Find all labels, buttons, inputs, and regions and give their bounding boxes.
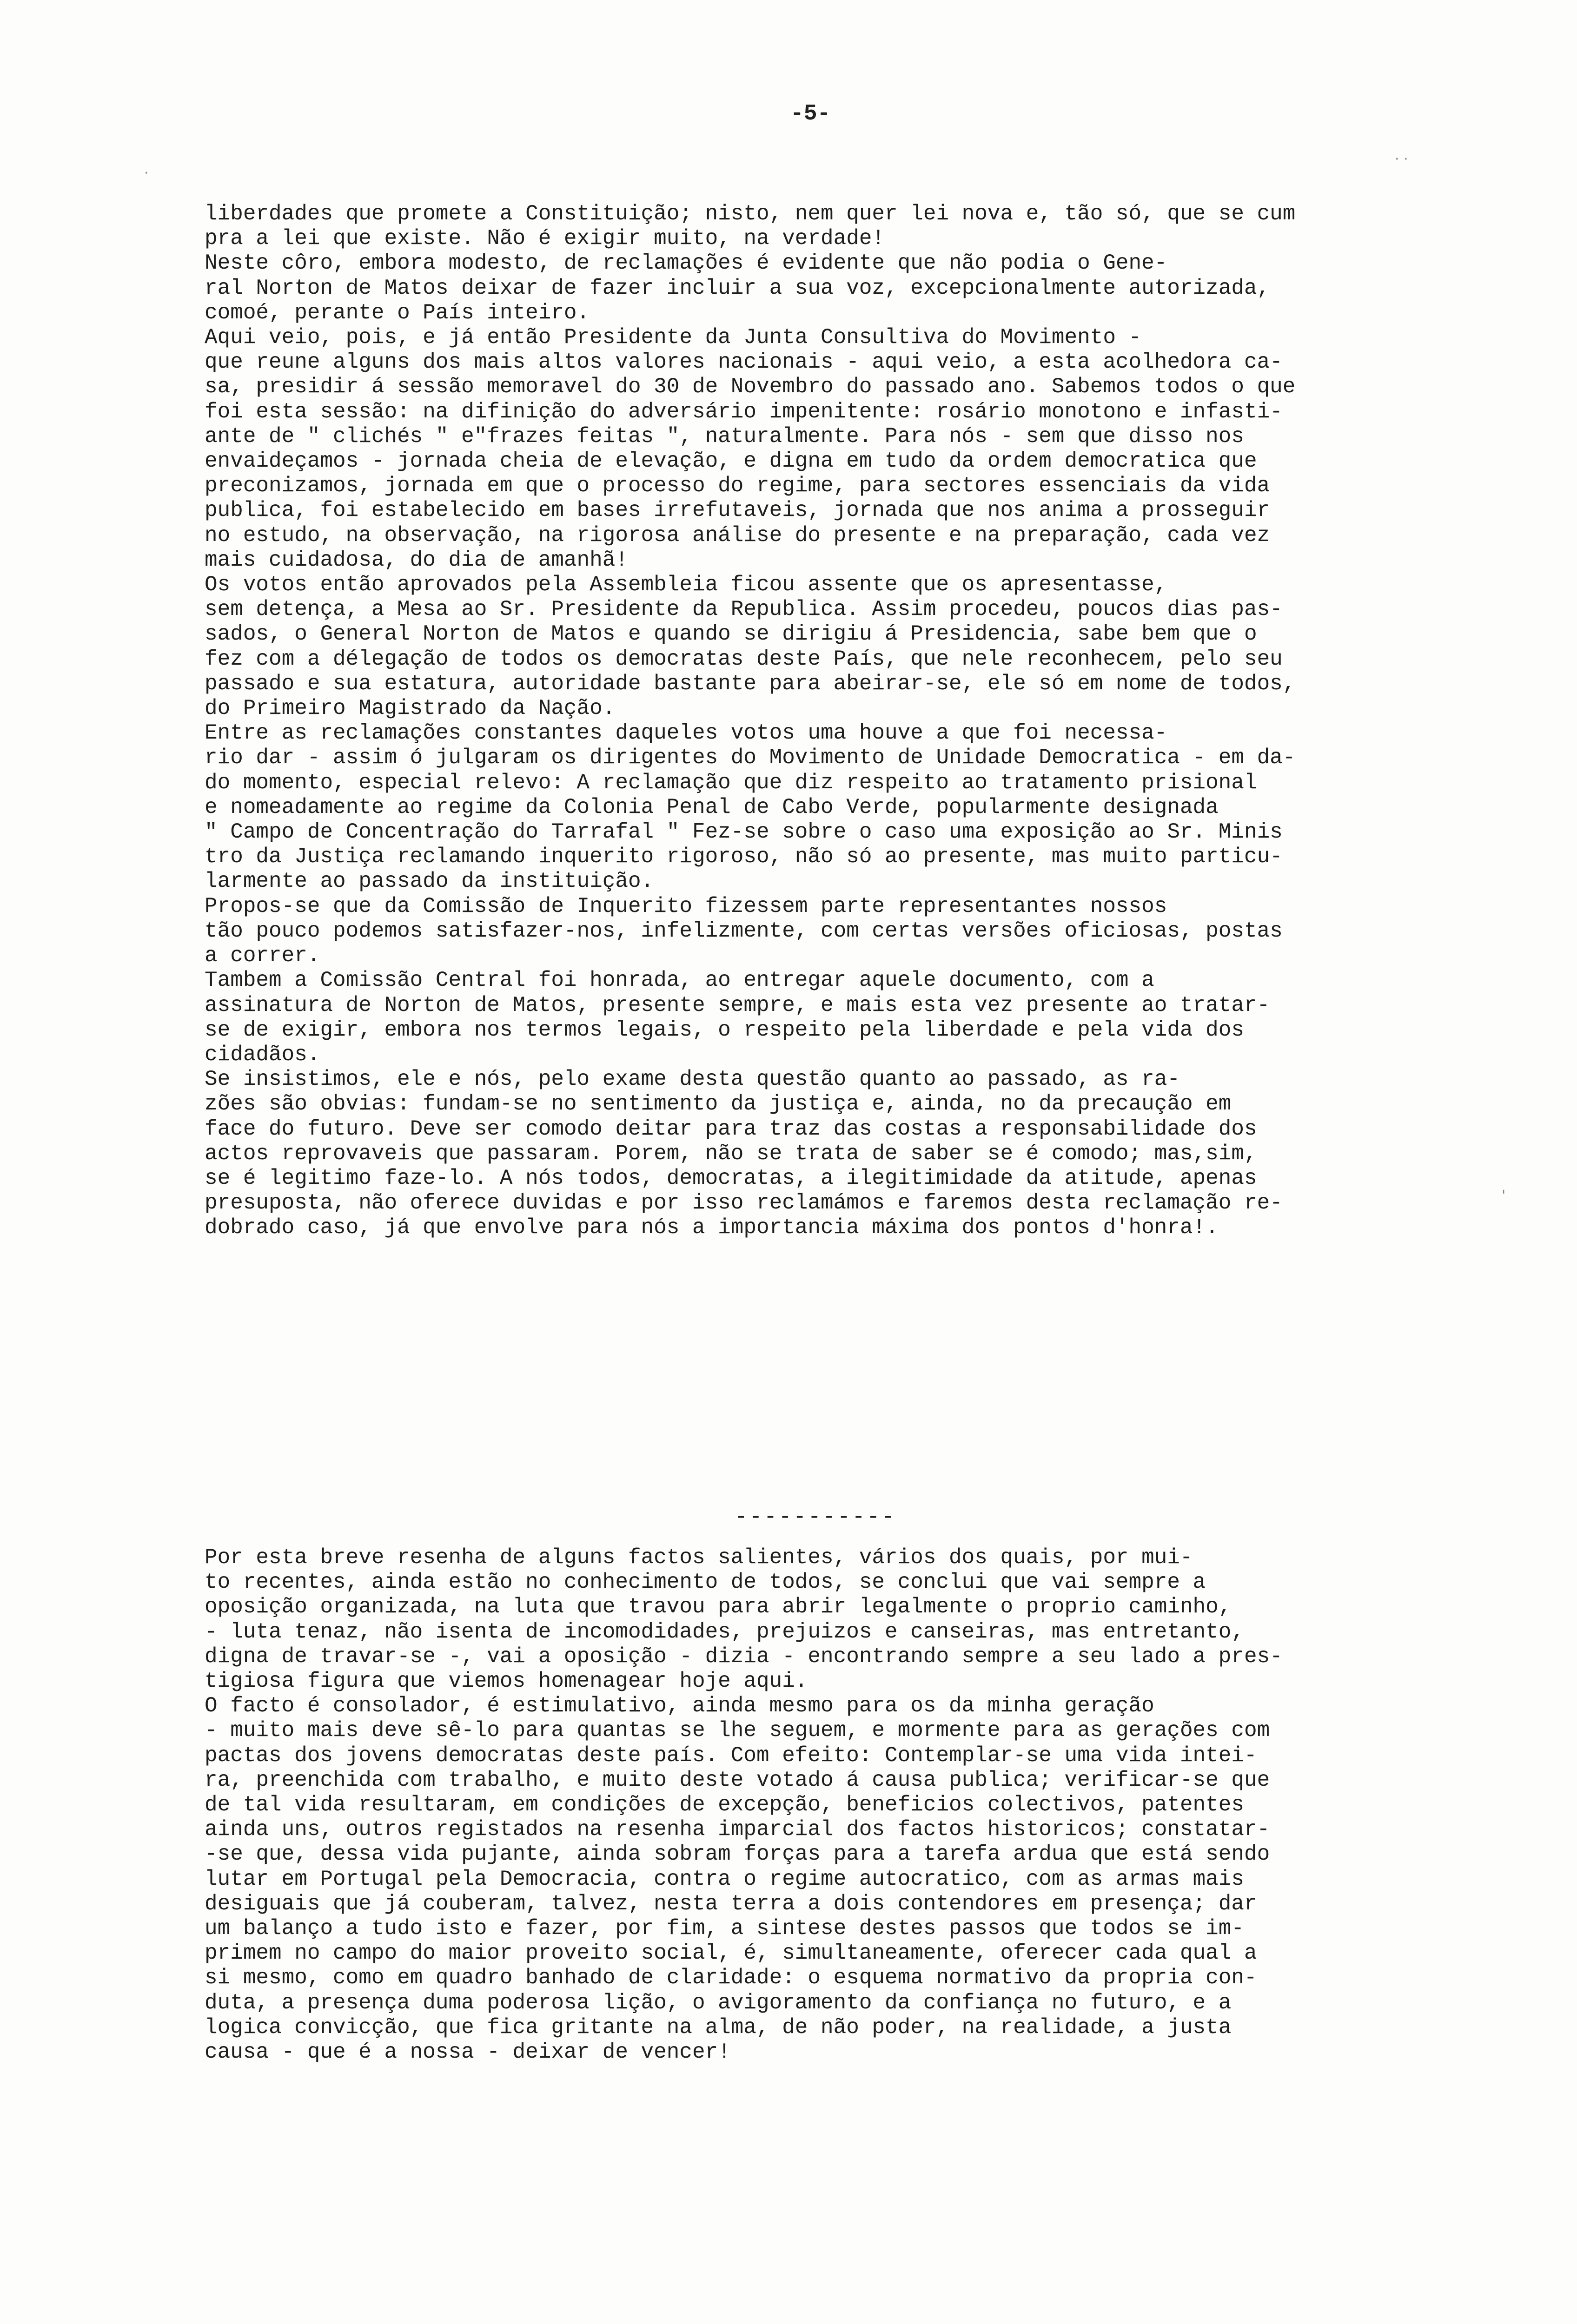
text-line: a correr. [205, 944, 320, 968]
text-line: sem detença, a Mesa ao Sr. Presidente da Republica. Assim procedeu, poucos dias pas- [205, 597, 1283, 622]
text-line: causa - que é a nossa - deixar de vencer! [205, 2040, 731, 2065]
text-line: oposição organizada, na luta que travou para abrir legalmente o proprio caminho, [205, 1595, 1232, 1619]
text-line: publica, foi estabelecido em bases irrefutaveis, jornada que nos anima a prosseguir [205, 498, 1270, 523]
text-line: e nomeadamente ao regime da Colonia Penal de Cabo Verde, popularmente designada [205, 795, 1219, 819]
text-line: Entre as reclamações constantes daqueles votos uma houve a que foi necessa- [205, 721, 1167, 746]
text-line: actos reprovaveis que passaram. Porem, não se trata de saber se é comodo; mas,sim, [205, 1141, 1257, 1166]
text-line: Neste côro, embora modesto, de reclamações é evidente que não podia o Gene- [205, 251, 1167, 276]
text-line: zões são obvias: fundam-se no sentimento da justiça e, ainda, no da precaução em [205, 1092, 1232, 1116]
text-line: assinatura de Norton de Matos, presente sempre, e mais esta vez presente ao tratar- [205, 993, 1270, 1017]
text-line: no estudo, na observação, na rigorosa análise do presente e na preparação, cada vez [205, 523, 1270, 548]
text-line: desiguais que já couberam, talvez, nesta terra a dois contendores em presença; dar [205, 1891, 1257, 1916]
text-line: de tal vida resultaram, em condições de excepção, beneficios colectivos, patentes [205, 1793, 1244, 1817]
text-line: face do futuro. Deve ser comodo deitar para traz das costas a responsabilidade dos [205, 1116, 1257, 1141]
text-line: do momento, especial relevo: A reclamação que diz respeito ao tratamento prisional [205, 770, 1257, 795]
text-line: to recentes, ainda estão no conhecimento de todos, se conclui que vai sempre a [205, 1570, 1206, 1595]
margin-mark: ' [1502, 1188, 1506, 1204]
text-line: ainda uns, outros registados na resenha imparcial dos factos historicos; constatar- [205, 1817, 1270, 1842]
section-separator: ----------- [735, 1505, 896, 1529]
text-line: larmente ao passado da instituição. [205, 869, 654, 894]
text-line: digna de travar-se -, vai a oposição - dizia - encontrando sempre a seu lado a pres- [205, 1644, 1283, 1669]
text-line: um balanço a tudo isto e fazer, por fim, a sintese destes passos que todos se im- [205, 1916, 1244, 1941]
text-line: fez com a délegação de todos os democratas deste País, que nele reconhecem, pelo seu [205, 647, 1283, 671]
page-number: -5- [790, 101, 831, 126]
text-line: si mesmo, como em quadro banhado de claridade: o esquema normativo da propria con- [205, 1966, 1257, 1990]
text-line: - muito mais deve sê-lo para quantas se lhe seguem, e mormente para as gerações com [205, 1718, 1270, 1743]
text-line: - luta tenaz, não isenta de incomodidades, prejuizos e canseiras, mas entretanto, [205, 1619, 1244, 1644]
text-line: pactas dos jovens democratas deste país. Com efeito: Contemplar-se uma vida intei- [205, 1743, 1257, 1768]
margin-mark: · · [1395, 151, 1408, 167]
text-line: ante de " clichés " e"frazes feitas ", naturalmente. Para nós - sem que disso nos [205, 424, 1244, 449]
text-line: liberdades que promete a Constituição; nisto, nem quer lei nova e, tão só, que se cum [205, 202, 1296, 226]
margin-mark: · [144, 165, 149, 181]
text-line: Se insistimos, ele e nós, pelo exame desta questão quanto ao passado, as ra- [205, 1067, 1180, 1092]
text-line: primem no campo do maior proveito social, é, simultaneamente, oferecer cada qual a [205, 1941, 1257, 1966]
text-block-upper [205, 202, 1511, 1241]
text-line: duta, a presença duma poderosa lição, o avigoramento da confiança no futuro, e a [205, 1990, 1232, 2015]
text-line: pra a lei que existe. Não é exigir muito, na verdade! [205, 226, 885, 251]
text-line: passado e sua estatura, autoridade bastante para abeirar-se, ele só em nome de todos, [205, 671, 1296, 696]
text-line: foi esta sessão: na difinição do adversário impenitente: rosário monotono e infasti- [205, 399, 1283, 424]
text-line: " Campo de Concentração do Tarrafal " Fez-se sobre o caso uma exposição ao Sr. Minis [205, 820, 1283, 845]
text-line: presuposta, não oferece duvidas e por isso reclamámos e faremos desta reclamação re- [205, 1191, 1283, 1215]
text-line: -se que, dessa vida pujante, ainda sobram forças para a tarefa ardua que está sendo [205, 1842, 1270, 1867]
text-line: ra, preenchida com trabalho, e muito deste votado á causa publica; verificar-se que [205, 1768, 1270, 1792]
text-line: se é legitimo faze-lo. A nós todos, democratas, a ilegitimidade da atitude, apenas [205, 1166, 1257, 1190]
text-line: sados, o General Norton de Matos e quando se dirigiu á Presidencia, sabe bem que o [205, 622, 1257, 647]
text-line: dobrado caso, já que envolve para nós a importancia máxima dos pontos d'honra!. [205, 1215, 1219, 1240]
text-line: tro da Justiça reclamando inquerito rigoroso, não só ao presente, mas muito particu- [205, 845, 1283, 869]
text-line: Tambem a Comissão Central foi honrada, ao entregar aquele documento, com a [205, 968, 1154, 993]
text-line: Aqui veio, pois, e já então Presidente da Junta Consultiva do Movimento - [205, 325, 1142, 350]
text-line: Propos-se que da Comissão de Inquerito fizessem parte representantes nossos [205, 894, 1167, 918]
text-line: do Primeiro Magistrado da Nação. [205, 696, 616, 721]
text-block-lower [205, 1545, 1511, 2065]
text-line: logica convicção, que fica gritante na alma, de não poder, na realidade, a justa [205, 2015, 1232, 2040]
text-line: tigiosa figura que viemos homenagear hoje aqui. [205, 1669, 808, 1694]
text-line: Os votos então aprovados pela Assembleia ficou assente que os apresentasse, [205, 573, 1167, 597]
text-line: Por esta breve resenha de alguns factos salientes, vários dos quais, por mui- [205, 1545, 1193, 1570]
text-line: rio dar - assim ó julgaram os dirigentes do Movimento de Unidade Democratica - em da- [205, 746, 1296, 770]
text-line: ral Norton de Matos deixar de fazer incluir a sua voz, excepcionalmente autorizada, [205, 276, 1270, 300]
text-line: envaideçamos - jornada cheia de elevação, e digna em tudo da ordem democratica que [205, 449, 1257, 474]
text-line: se de exigir, embora nos termos legais, o respeito pela liberdade e pela vida dos [205, 1017, 1244, 1042]
text-line: sa, presidir á sessão memoravel do 30 de Novembro do passado ano. Sabemos todos o que [205, 375, 1296, 399]
text-line: comoé, perante o País inteiro. [205, 300, 590, 325]
text-line: cidadãos. [205, 1042, 320, 1067]
text-line: lutar em Portugal pela Democracia, contra o regime autocratico, com as armas mais [205, 1867, 1244, 1891]
text-line: que reune alguns dos mais altos valores nacionais - aqui veio, a esta acolhedora ca- [205, 350, 1283, 375]
text-line: preconizamos, jornada em que o processo do regime, para sectores essenciais da vida [205, 474, 1270, 498]
text-line: O facto é consolador, é estimulativo, ainda mesmo para os da minha geração [205, 1694, 1154, 1718]
text-line: tão pouco podemos satisfazer-nos, infelizmente, com certas versões oficiosas, postas [205, 918, 1283, 943]
text-line: mais cuidadosa, do dia de amanhã! [205, 548, 628, 572]
